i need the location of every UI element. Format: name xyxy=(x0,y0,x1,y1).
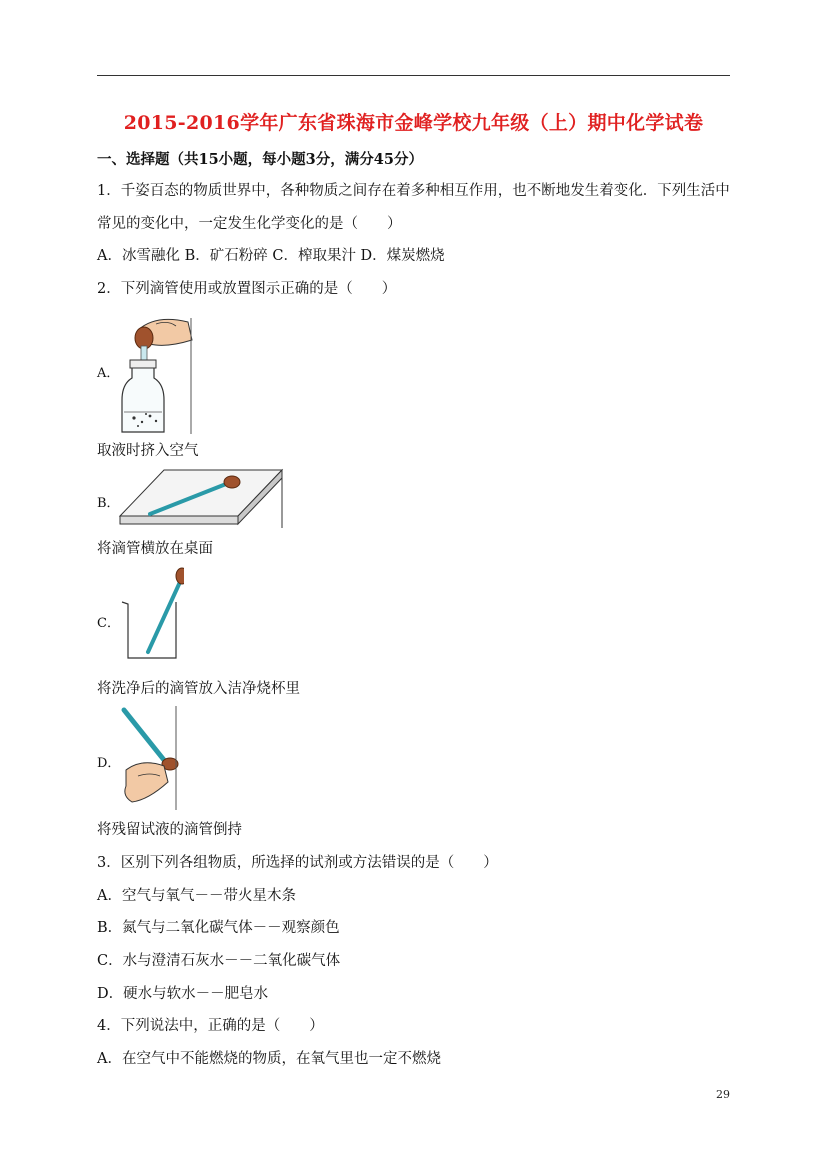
question-3-option-b: B．氮气与二氧化碳气体－－观察颜色 xyxy=(97,920,340,936)
question-1-options: A．冰雪融化 B．矿石粉碎 C．榨取果汁 D．煤炭燃烧 xyxy=(97,248,445,264)
question-3-option-d: D．硬水与软水－－肥皂水 xyxy=(97,986,269,1002)
dropper-held-inverted-figure xyxy=(118,704,182,812)
dropper-on-table-figure xyxy=(118,464,286,530)
question-3-stem: 3．区别下列各组物质，所选择的试剂或方法错误的是（ ） xyxy=(97,855,498,871)
option-c-caption: 将洗净后的滴管放入洁净烧杯里 xyxy=(97,681,300,697)
option-a-caption: 取液时挤入空气 xyxy=(97,443,199,459)
page-title: 2015-2016学年广东省珠海市金峰学校九年级（上）期中化学试卷 xyxy=(123,112,704,134)
page-number: 29 xyxy=(716,1088,730,1101)
question-1-line-2: 常见的变化中，一定发生化学变化的是（ ） xyxy=(97,216,402,232)
dropper-in-beaker-figure xyxy=(118,566,184,662)
option-c-letter: C． xyxy=(97,616,120,631)
question-3-option-c: C．水与澄清石灰水－－二氧化碳气体 xyxy=(97,953,341,969)
option-a-letter: A． xyxy=(97,366,120,381)
question-4-option-a: A．在空气中不能燃烧的物质，在氧气里也一定不燃烧 xyxy=(97,1051,441,1067)
question-4-stem: 4．下列说法中，正确的是（ ） xyxy=(97,1018,324,1034)
option-b-letter: B． xyxy=(97,496,120,511)
option-d-caption: 将残留试液的滴管倒持 xyxy=(97,822,242,838)
option-b-caption: 将滴管横放在桌面 xyxy=(97,541,213,557)
section-heading: 一、选择题（共15小题，每小题3分，满分45分） xyxy=(97,151,423,168)
header-rule xyxy=(97,75,730,76)
question-3-option-a: A．空气与氧气－－带火星木条 xyxy=(97,888,296,904)
dropper-squeeze-air-figure xyxy=(116,308,198,436)
option-d-letter: D． xyxy=(97,756,121,771)
question-1-line-1: 1．千姿百态的物质世界中，各种物质之间存在着多种相互作用，也不断地发生着变化．下列生活中 xyxy=(97,183,730,199)
question-2-stem: 2．下列滴管使用或放置图示正确的是（ ） xyxy=(97,281,397,297)
